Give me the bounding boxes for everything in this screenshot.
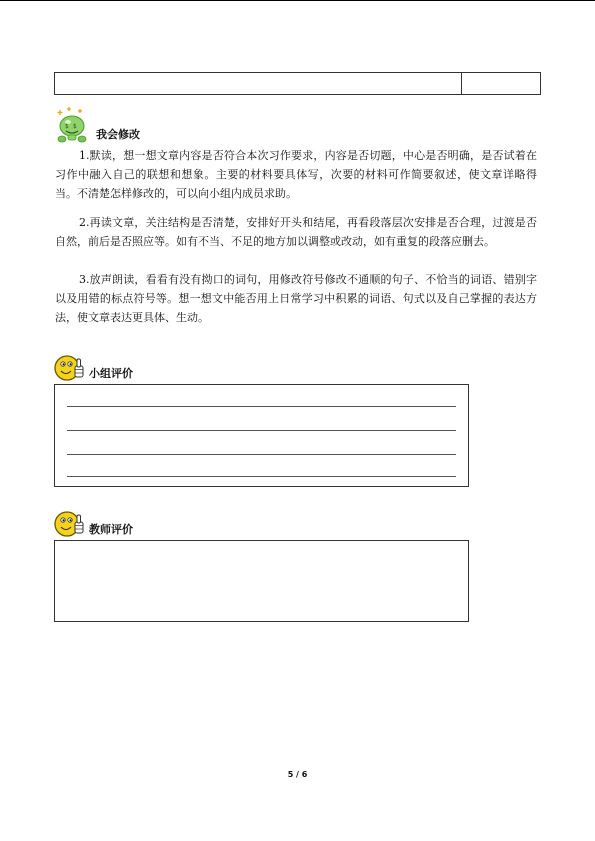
section-title: 我会修改 <box>96 128 140 141</box>
writing-line <box>67 476 456 477</box>
section-heading-teacher <box>54 509 133 539</box>
header-rule <box>0 0 595 1</box>
writing-line <box>67 454 456 455</box>
group-review-box[interactable] <box>54 384 469 487</box>
paragraph: 1.默读，想一想文章内容是否符合本次习作要求，内容是否切题，中心是否明确，是否试着在习作中融入自己的联想和想象。主要的材料要具体写，次要的材料可作简要叙述，使文章详略得当。不清楚怎样修改的，可以向小组内成员求助。 <box>55 149 537 200</box>
page-number: 5 / 6 <box>287 770 308 779</box>
table-cell <box>55 73 462 94</box>
section-heading-group <box>54 353 133 383</box>
teacher-review-box[interactable] <box>54 540 469 622</box>
svg-text:$: $ <box>65 123 69 130</box>
thumbs-up-face-icon <box>54 353 86 383</box>
section-title: 教师评价 <box>89 523 133 536</box>
top-table <box>54 72 541 95</box>
table-cell <box>462 73 540 94</box>
section-heading-revise <box>55 106 140 144</box>
svg-text:$: $ <box>73 123 77 130</box>
paragraph: 2.再读文章，关注结构是否清楚，安排好开头和结尾，再看段落层次安排是否合理，过渡是否自然，前后是否照应等。如有不当、不足的地方加以调整或改动，如有重复的段落应删去。 <box>55 216 537 248</box>
writing-line <box>67 430 456 431</box>
writing-line <box>67 406 456 407</box>
paragraph: 3.放声朗读，看看有没有拗口的词句，用修改符号修改不通顺的句子、不恰当的词语、错别字以及用错的标点符号等。想一想文中能否用上日常学习中积累的词语、句式以及自己掌握的表达方法，使文章表达更具体、生动。 <box>55 273 537 324</box>
smiling-face-icon <box>55 106 93 144</box>
thumbs-up-face-icon <box>54 509 86 539</box>
section-title: 小组评价 <box>89 367 133 380</box>
